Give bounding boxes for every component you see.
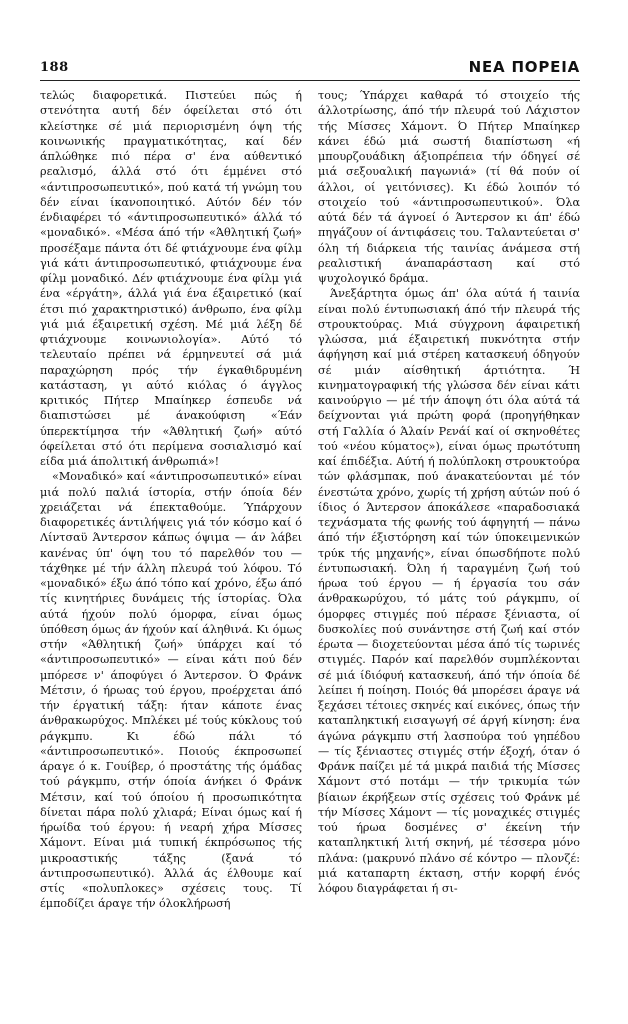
left-column [40, 88, 302, 1006]
journal-title: ΝΕΑ ΠΟΡΕΙΑ [468, 58, 580, 76]
paragraph: τελώς διαφορετικά. Πιστεύει πώς ή στενότητα αυτή δέν όφείλεται στό ότι κλείστηκε σέ μιά περιορισμένη όψη τής κοινωνικής πραγματικότητας, καί δέν άπλώθηκε πιό πέρα σ' ένα αύθεντικό ρεαλισμό, άλλά στό ότι έμμένει στό «άντιπροσωπευτικό», πού κατά τή γνώμη του δέν είναι ίκανοποιητικό. Αύτόν δέν τόν ένδιαφέρει τό «άντιπροσωπευτικό» άλλά τό «μοναδικό». «Μέσα άπό τήν «Άθλητική ζωή» προσέξαμε πάντα ότι δέ φτιάχνουμε ένα φίλμ γιά κάτι άντιπροσωπευτικό, φτιάχνουμε ένα φίλμ μοναδικό. Δέν φτιάχνουμε ένα φίλμ γιά ένα «έργάτη», άλλά γιά ένα έξαιρετικό (καί έτσι πιό χαρακτηριστικό) άνθρωπο, ένα φίλμ γιά μιά έξαιρετική σχέση. Μέ μιά λέξη δέ φτιάχνουμε κοινωνιολογία». Αύτό τό τελευταίο πρέπει νά έρμηνευτεί σά μιά παραχώρηση πρός τήν έγκαθιδρυμένη κατάσταση, γι αύτό κιόλας ό άγγλος κριτικός Πήτερ Μπαίηκερ έσπευδε νά διαπιστώσει μέ άνακούφιση «Έάν ύπερεκτίμησα τήν «Άθλητική ζωή» αύτό όφείλεται στό ότι περίμενα σοσιαλισμό καί είδα μιά άπολιτική άνθρωπιά»! [40, 89, 302, 468]
paragraph: Άνεξάρτητα όμως άπ' όλα αύτά ή ταινία είναι πολύ έντυπωσιακή άπό τήν πλευρά τής στρουκτούρας. Μιά σύγχρονη άφαιρετική γλώσσα, μιά έξαιρετική πυκνότητα στήν άφήγηση καί μιά στέρεη κατασκευή όδηγούν σέ μιάν αίσθητική άρτιότητα. Ή κινηματογραφική τής γλώσσα δέν είναι κάτι καινούργιο — μέ τήν άποψη ότι όλα αύτά τά δείχνονται γιά πρώτη φορά (προηγήθηκαν στή Γαλλία ό Άλαίν Ρενάί καί οί σκηνοθέτες τού «νέου κύματος»), είναι όμως πρωτότυπη καί έπιδέξια. Αύτή ή πολύπλοκη στρουκτούρα τών φλάσμπακ, πού άνακατεύονται μέ τόν ένεστώτα χρόνο, χωρίς τή χρήση αύτών πού ό ίδιος ό Άντερσον άποκάλεσε «παραδοσιακά τεχνάσματα τής φωνής τού άφηγητή — πάνω άπό τήν έξιστόρηση καί τών ύποκειμενικών τρύκ τής μηχανής», είναι όπωσδήποτε πολύ έντυπωσιακή. Όλη ή ταραγμένη ζωή τού ήρωα τού έργου — ή έργασία του σάν άνθρακωρύχου, τό μάτς τού ράγκμπυ, οί όμορφες στιγμές πού πέρασε ξένιαστα, οί δυσκολίες πού συνάντησε στή ζωή καί στόν έρωτα — διοχετεύονται μέσα άπό τίς τωρινές στιγμές. Παρόν καί παρελθόν συμπλέκονται σέ μιά ίδιόφυή κατασκευή, άπό τήν όποία δέ λείπει ή ποίηση. Ποιός θά μπορέσει άραγε νά ξεχάσει τέτοιες σκηνές καί εικόνες, όπως τήν καταπληκτική εισαγωγή σέ άργή κίνηση: ένα άγώνα ράγκμπυ στή λασπούρα τού γηπέδου — τίς ξένιαστες στιγμές στήν έξοχή, όταν ό Φράνκ παίζει μέ τά μικρά παιδιά τής Μίσσες Χάμοντ στό ποτάμι — τήν τρικυμία τών βίαιων έκρήξεων στίς σχέσεις τού Φράνκ μέ τήν Μίσσες Χάμοντ — τίς μοναχικές στιγμές τού ήρωα δοσμένες σ' έκείνη τήν καταπληκτική λιτή σκηνή, μέ τέσσερα μόνο πλάνα: (μακρυνό πλάνο σέ κόντρο — πλονζέ: μιά καταπαρτη έκταση, στήν κορφή ένός λόφου διαγράφεται ή σι- [318, 287, 580, 895]
paragraph: «Μοναδικό» καί «άντιπροσωπευτικό» είναι μιά πολύ παλιά ίστορία, στήν όποία δέν χρειάζεται νά έπεκταθούμε. Ύπάρχουν διαφορετικές άντιλήψεις γιά τόν κόσμο καί ό Λίντσαϋ Άντερσον κάπως όψιμα — άν λάβει κανένας ύπ' όψη του τό παρελθόν του — τάχθηκε μέ τήν άλλη πλευρά τού λόφου. Τό «μοναδικό» έξω άπό τόπο καί χρόνο, έξω άπό τίς κινητήριες δυνάμεις τής ίστορίας. Όλα αύτά ήχούν πολύ όμορφα, είναι όμως ύπόθεση όμως άν ήχούν καί άληθινά. Κι όμως στήν «Άθλητική ζωή» ύπάρχει καί τό «άντιπροσωπευτικό» — είναι κάτι πού δέν μπόρεσε ν' άποφύγει ό Άντερσον. Ό Φράνκ Μέτσιν, ό ήρωας τού έργου, προέρχεται άπό τήν έργατική τάξη: ήταν κάποτε ένας άνθρακωρύχος. Μπλέκει μέ τούς κύκλους τού ράγκμπυ. Κι έδώ πάλι τό «άντιπροσωπευτικό». Ποιούς έκπροσωπεί άραγε ό κ. Γουίβερ, ό προστάτης τής όμάδας τού ράγκμπυ, στήν όποία άνήκει ό Φράνκ Μέτσιν, καί τού όποίου ή προσωπικότητα δίνεται πάρα πολύ χλιαρά; Είναι όμως καί ή ήρωίδα τού έργου: ή νεαρή χήρα Μίσσες Χάμοντ. Είναι μιά τυπική έκπρόσωπος τής μικροαστικής τάξης (ξανά τό άντιπροσωπευτικό). Άλλά άς έλθουμε καί στίς «πολυπλοκες» σχέσεις τους. Τί έμποδίζει άραγε τήν όλοκλήρωσή [40, 470, 302, 911]
text-columns [40, 88, 580, 1006]
running-header [40, 60, 580, 80]
right-column [318, 88, 580, 1006]
paragraph: τους; Ύπάρχει καθαρά τό στοιχείο τής άλλοτρίωσης, άπό τήν πλευρά τού Λάχιστον τής Μίσσες Χάμοντ. Ό Πήτερ Μπαίηκερ κάνει έδώ μιά σωστή διαπίστωση «ή μπουρζουάδικη άξιοπρέπεια τήν όδηγεί σέ μιά σεξουαλική παγωνιά» (τί θά πούν οί άλλοι, οί γειτόνισες). Κι έδώ λοιπόν τό στοιχείο τού «άντιπροσωπευτικού». Όλα αύτά δέν τά άγνοεί ό Άντερσον κι άπ' έδώ πηγάζουν οί άντιφάσεις του. Ταλαντεύεται σ' όλη τή διάρκεια τής ταινίας άνάμεσα στή ρεαλιστική άναπαράσταση καί στό ψυχολογικό δράμα. [318, 89, 580, 285]
page-number: 188 [40, 60, 69, 75]
header-rule [40, 80, 580, 81]
